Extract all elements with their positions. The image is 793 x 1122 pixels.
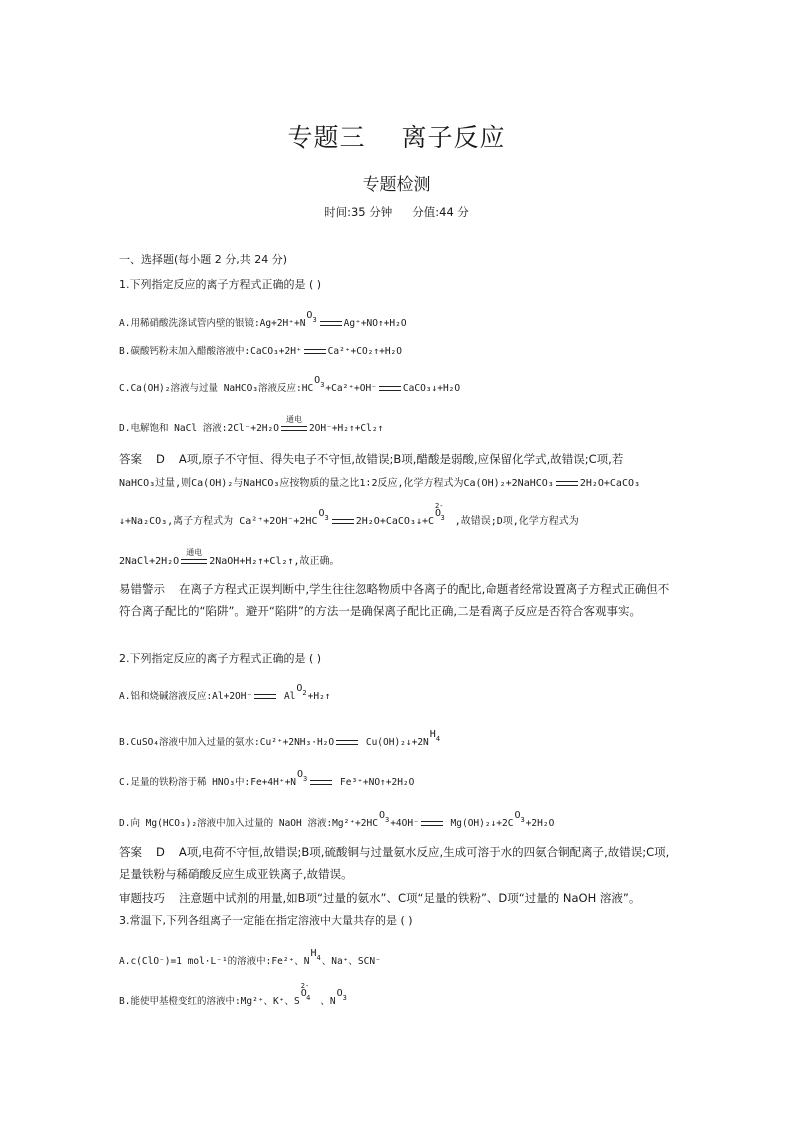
q2-answer: 答案 D A项,电荷不守恒,故错误;B项,硫酸铜与过量氨水反应,生成可溶于水的四氨合铜配离子,故错误;C项,足量铁粉与稀硝酸反应生成亚铁离子,故错误。 <box>119 845 670 881</box>
ion-bicarbonate: $O^3$ <box>318 508 329 522</box>
q3-stem: 3.常温下,下列各组离子一定能在指定溶液中大量共存的是 ( ) <box>119 914 413 927</box>
ion-carbonate: $O^{2-3}$ <box>435 501 445 522</box>
electrolysis-arrow: 通电 <box>181 559 207 564</box>
exam-score: 分值:44 分 <box>412 205 469 219</box>
q1-tip: 易错警示 在离子方程式正误判断中,学生往往忽略物质中各离子的配比,命题者经常设置离子方程式正确但不符合离子配比的“陷阱”。避开“陷阱”的方法一是确保离子配比正确,二是看离子反应是否符合客观事实。 <box>119 582 670 618</box>
equals-sign <box>320 321 342 326</box>
answer-label: 答案 <box>119 452 142 466</box>
ion-bicarbonate: $O^3$ <box>314 375 325 389</box>
exam-meta <box>0 204 793 220</box>
section-heading: 一、选择题(每小题 2 分,共 24 分) <box>119 253 288 266</box>
tip-label: 易错警示 <box>119 582 165 596</box>
q2-stem: 2.下列指定反应的离子方程式正确的是 ( ) <box>119 652 322 665</box>
ion-bicarbonate: $O^3$ <box>378 810 390 824</box>
title-right: 离子反应 <box>401 123 506 152</box>
ion-nitrate: $O^3$ <box>297 769 308 783</box>
q2-option-b: B.CuSO₄溶液中加入过量的氨水:Cu²⁺+2NH₃·H₂O $Cu(OH)_2↓+2NH^4$ <box>119 729 441 748</box>
equals-sign <box>379 386 401 391</box>
q1-answer-line1: 答案 D A项,原子不守恒、得失电子不守恒,故错误;B项,醋酸是弱酸,应保留化学式,故错误;C项,若 <box>119 452 624 466</box>
ion-aluminate: $O^2$ <box>296 683 307 697</box>
ion-carbonate: $O^3$ <box>514 810 525 824</box>
answer-letter: D <box>156 452 165 466</box>
ion-nitrate: $O^3$ <box>336 988 347 1002</box>
q1-answer-line4: 2NaCl+2H₂O 通电 2NaOH+H₂↑+Cl₂↑,故正确。 <box>119 547 340 567</box>
electrolysis-arrow: 通电 <box>281 426 307 431</box>
tip-label: 审题技巧 <box>119 891 165 905</box>
equals-sign <box>304 349 326 354</box>
q2-tip: 审题技巧 注意题中试剂的用量,如B项“过量的氨水”、C项“足量的铁粉”、D项“过量的 NaOH 溶液”。 <box>119 891 641 905</box>
q1-answer-line3: ↓+Na₂CO₃,离子方程式为 $Ca^{2+}+2OH^-+2HCO^3$ $2H_2O+CaCO_3↓+CO^{2-3}$ ,故错误;D项,化学方程式为 <box>119 501 579 527</box>
answer-letter: D <box>156 845 165 859</box>
q1-option-a: A.用稀硝酸洗涤试管内壁的银镜$:Ag+2H^++NO^3$ Ag⁺+NO↑+H₂O <box>119 310 407 329</box>
q2-option-c: C.足量的铁粉溶于稀 HNO₃中$:Fe+4H^++NO^3$ Fe³⁺+NO↑+2H₂O <box>119 769 415 788</box>
ion-ammonium: $H^4$ <box>310 948 321 962</box>
answer-label: 答案 <box>119 845 142 859</box>
q1-stem: 1.下列指定反应的离子方程式正确的是 ( ) <box>119 278 322 291</box>
ion-ammonium: $H^4$ <box>429 729 441 743</box>
ion-nitrate: $O^3$ <box>306 310 317 324</box>
q2-option-a: A.铝和烧碱溶液反应:Al+2OH⁻ AlO$^2$+H₂↑ <box>119 683 331 702</box>
title-left: 专题三 <box>287 123 366 152</box>
q1-answer-line2: NaHCO₃过量,则Ca(OH)₂与NaHCO₃应按物质的量之比1∶2反应,化学方程式为Ca(OH)₂+2NaHCO₃ 2H₂O+CaCO₃ <box>119 478 641 489</box>
equals-sign <box>254 694 276 699</box>
q1-option-c: C.Ca(OH)₂溶液与过量 NaHCO₃溶液反应$:HCO^3+Ca^{2+}+OH^-$ CaCO₃↓+H₂O <box>119 375 461 394</box>
q1-option-d: D.电解饱和 NaCl 溶液:2Cl⁻+2H₂O 通电 2OH⁻+H₂↑+Cl₂↑ <box>119 415 384 434</box>
page-subtitle: 专题检测 <box>362 175 431 195</box>
equals-sign <box>556 481 578 486</box>
ion-sulfate: $O^{2-4}$ <box>300 981 311 1002</box>
q3-option-b: B.能使甲基橙变红的溶液中:Mg²⁺、K⁺、SO$^{2-4}$ 、$NO^3$ <box>119 981 347 1007</box>
exam-time: 时间:35 分钟 <box>324 205 393 219</box>
equals-sign <box>332 519 354 524</box>
q1-option-b: B.碳酸钙粉末加入醋酸溶液中:CaCO₃+2H⁺ Ca²⁺+CO₂↑+H₂O <box>119 346 402 357</box>
page-title <box>0 118 793 154</box>
q2-option-d: D.向 Mg(HCO₃)₂溶液中加入过量的 NaOH 溶液$:Mg^{2+}+2HCO^3+4OH^-$ $Mg(OH)_2↓+2CO^3+2H_2O$ <box>119 810 555 829</box>
equals-sign <box>421 821 443 826</box>
equals-sign <box>336 740 358 745</box>
equals-sign <box>310 780 332 785</box>
q3-option-a: A.c(ClO⁻)=1 mol·L⁻¹的溶液中:Fe²⁺、$NH^4$、Na⁺、SCN⁻ <box>119 948 381 967</box>
